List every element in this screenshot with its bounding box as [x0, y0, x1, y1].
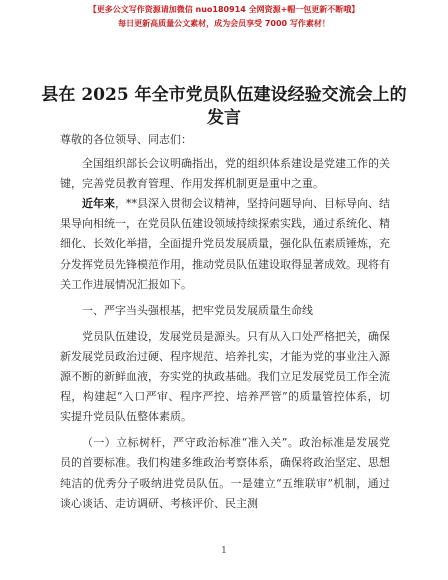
paragraph-2-lead: 近年来 [82, 197, 115, 211]
paragraph-4: （一）立标树杆，严守政治标准“准入关”。政治标准是发展党员的首要标准。我们构建多维政治考察体系，确保将政治坚定、思想纯洁的优秀分子吸纳进党员队伍。一是建立“五维联审”机制，通过谈心谈话、走访调研、考核评价、民主测 [60, 436, 390, 510]
title-line-1: 县在 2025 年全市党员队伍建设经验交流会上的 [41, 85, 407, 105]
document-body [60, 130, 390, 514]
paragraph-3: 党员队伍建设，发展党员是源头。只有从入口处严格把关，确保新发展党员政治过硬、程序规范、培养扎实，才能为党的事业注入源源不断的新鲜血液，夯实党的执政基础。我们立足发展党员工作全流程，构建起“入口严审、程序严控、培养严管”的质量管控体系，切实提升党员队伍整体素质。 [60, 329, 390, 424]
paragraph-2-text: ，**县深入贯彻会议精神，坚持问题导向、目标导向、结果导向相统一，在党员队伍建设领域持续探索实践，通过系统化、精细化、长效化举措，全面提升党员发展质量，强化队伍素质锤炼，充分发挥党员先锋模范作用，推动党员队伍建设取得显著成效。现将有关工作进展情况汇报如下。 [60, 197, 390, 291]
paragraph-2 [60, 194, 390, 294]
promo-banner [0, 4, 448, 29]
salutation: 尊敬的各位领导、同志们： [60, 133, 192, 146]
title-line-2: 发言 [207, 108, 241, 128]
page-number: 1 [221, 546, 227, 556]
promo-line-2: 每日更新高质量公文素材，成为会员享受 7000 写作素材！ [118, 19, 330, 28]
promo-line-1: 【更多公文写作资源请加微信 nuo180914 全网资源+帽一包更新不断哦】 [88, 5, 360, 14]
document-title [40, 84, 408, 130]
paragraph-1: 全国组织部长会议明确指出，党的组织体系建设是党建工作的关键，完善党员教育管理、作用发挥机制更是重中之重。 [60, 157, 390, 191]
section-heading-1: 一、严字当头强根基，把牢党员发展质量生命线 [82, 303, 313, 317]
